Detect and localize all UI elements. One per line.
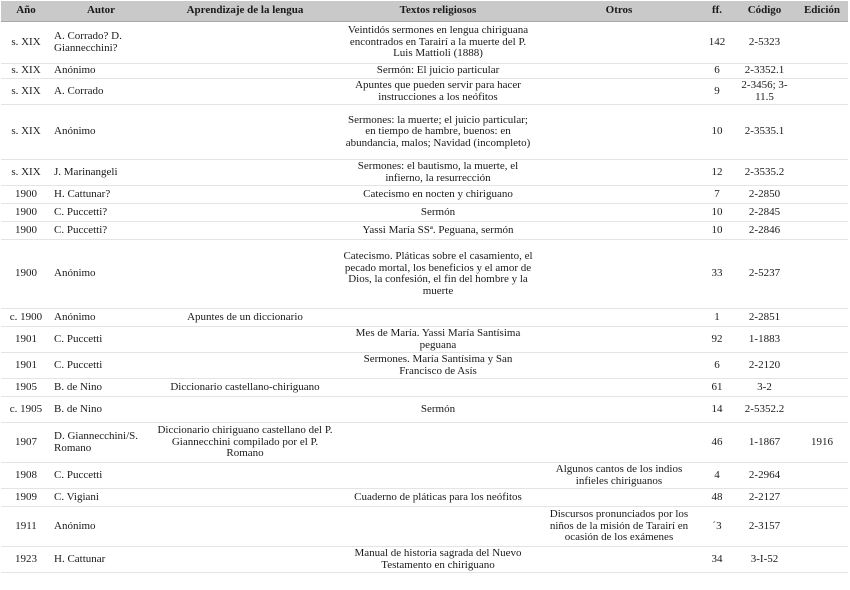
cell-author: A. Corrado [51,79,151,105]
cell-religious: Yassi María SSª. Peguana, sermón [339,222,537,240]
cell-religious: Catecismo. Pláticas sobre el casamiento, el pecado mortal, los beneficios y el amor de Dios, la confesión, el fin del hombre y la muerte [339,240,537,309]
cell-folios: 10 [701,105,733,160]
cell-religious: Sermones: la muerte; el juicio particular; en tiempo de hambre, buenos: en abundancia, malos; Navidad (incompleto) [339,105,537,160]
cell-others: Discursos pronunciados por los niños de la misión de Tarairí en ocasión de los exámenes [537,507,701,547]
table-row [1,309,848,327]
cell-year: 1901 [1,327,51,353]
cell-year: s. XIX [1,160,51,186]
table-row [1,353,848,379]
cell-folios: 33 [701,240,733,309]
cell-religious: Apuntes que pueden servir para hacer instrucciones a los neófitos [339,79,537,105]
cell-edition [796,79,848,105]
cell-learning [151,489,339,507]
cell-folios: 4 [701,463,733,489]
cell-year: s. XIX [1,79,51,105]
table-row [1,327,848,353]
cell-others [537,22,701,64]
cell-learning: Diccionario castellano-chiriguano [151,379,339,397]
table-row [1,186,848,204]
cell-religious [339,463,537,489]
cell-author: C. Puccetti [51,327,151,353]
cell-folios: 6 [701,64,733,79]
cell-religious: Mes de María. Yassi María Santísima peguana [339,327,537,353]
cell-edition [796,507,848,547]
cell-religious: Cuaderno de pláticas para los neófitos [339,489,537,507]
table-row [1,240,848,309]
cell-others [537,353,701,379]
cell-edition [796,309,848,327]
cell-edition [796,240,848,309]
cell-learning: Apuntes de un diccionario [151,309,339,327]
cell-folios: 92 [701,327,733,353]
cell-code: 2-5237 [733,240,796,309]
cell-folios: 9 [701,79,733,105]
cell-code: 1-1867 [733,423,796,463]
cell-edition [796,489,848,507]
cell-edition: 1916 [796,423,848,463]
cell-others [537,240,701,309]
cell-code: 2-2127 [733,489,796,507]
cell-folios: 34 [701,547,733,573]
table-row [1,397,848,423]
cell-folios: 14 [701,397,733,423]
cell-folios: 61 [701,379,733,397]
table-row [1,204,848,222]
cell-author: J. Marinangeli [51,160,151,186]
cell-year: 1907 [1,423,51,463]
cell-edition [796,397,848,423]
cell-author: C. Puccetti [51,353,151,379]
cell-edition [796,463,848,489]
cell-year: 1911 [1,507,51,547]
cell-code: 3-I-52 [733,547,796,573]
cell-edition [796,160,848,186]
header-folios: ff. [701,1,733,22]
cell-others [537,105,701,160]
cell-author: H. Cattunar [51,547,151,573]
cell-religious: Sermón [339,397,537,423]
cell-folios: 142 [701,22,733,64]
cell-others: Algunos cantos de los indios infieles chiriguanos [537,463,701,489]
table-row [1,463,848,489]
cell-learning [151,240,339,309]
cell-folios: 10 [701,222,733,240]
cell-author: C. Puccetti? [51,204,151,222]
cell-others [537,309,701,327]
cell-edition [796,64,848,79]
cell-learning [151,79,339,105]
cell-learning [151,327,339,353]
cell-folios: 46 [701,423,733,463]
cell-author: C. Puccetti [51,463,151,489]
cell-code: 2-2846 [733,222,796,240]
cell-learning [151,463,339,489]
cell-author: C. Puccetti? [51,222,151,240]
cell-religious [339,507,537,547]
header-author: Autor [51,1,151,22]
cell-author: Anónimo [51,105,151,160]
cell-learning [151,353,339,379]
cell-religious [339,423,537,463]
cell-code: 2-3535.2 [733,160,796,186]
cell-code: 2-5323 [733,22,796,64]
cell-learning [151,105,339,160]
cell-folios: ´3 [701,507,733,547]
cell-year: 1909 [1,489,51,507]
cell-code: 2-3456; 3-11.5 [733,79,796,105]
table-row [1,379,848,397]
header-code: Código [733,1,796,22]
cell-author: Anónimo [51,64,151,79]
cell-year: s. XIX [1,105,51,160]
cell-folios: 10 [701,204,733,222]
cell-learning [151,397,339,423]
table-row [1,105,848,160]
cell-edition [796,186,848,204]
cell-author: B. de Nino [51,397,151,423]
cell-year: 1900 [1,186,51,204]
cell-author: Anónimo [51,240,151,309]
cell-year: 1908 [1,463,51,489]
table-row [1,160,848,186]
cell-religious: Sermón [339,204,537,222]
cell-code: 3-2 [733,379,796,397]
header-year: Año [1,1,51,22]
cell-code: 2-2964 [733,463,796,489]
cell-religious [339,379,537,397]
table-row [1,64,848,79]
cell-code: 2-2851 [733,309,796,327]
cell-learning [151,507,339,547]
manuscripts-table [1,1,848,573]
cell-learning [151,204,339,222]
cell-year: s. XIX [1,64,51,79]
table-row [1,22,848,64]
cell-code: 2-2850 [733,186,796,204]
cell-others [537,160,701,186]
cell-religious: Catecismo en nocten y chiriguano [339,186,537,204]
cell-religious: Sermón: El juicio particular [339,64,537,79]
cell-learning [151,547,339,573]
cell-year: 1901 [1,353,51,379]
table-row [1,423,848,463]
cell-author: H. Cattunar? [51,186,151,204]
cell-others [537,489,701,507]
cell-others [537,79,701,105]
cell-code: 2-3352.1 [733,64,796,79]
table-row [1,547,848,573]
table-row [1,489,848,507]
cell-folios: 6 [701,353,733,379]
cell-year: 1900 [1,222,51,240]
cell-year: c. 1905 [1,397,51,423]
header-religious: Textos religiosos [339,1,537,22]
cell-year: s. XIX [1,22,51,64]
cell-folios: 48 [701,489,733,507]
cell-edition [796,379,848,397]
cell-year: 1900 [1,240,51,309]
table-row [1,79,848,105]
cell-code: 2-5352.2 [733,397,796,423]
cell-author: D. Giannecchini/S. Romano [51,423,151,463]
cell-folios: 1 [701,309,733,327]
cell-religious: Sermones. María Santísima y San Francisco de Asís [339,353,537,379]
cell-edition [796,327,848,353]
cell-learning [151,160,339,186]
table-row [1,222,848,240]
cell-year: 1905 [1,379,51,397]
cell-learning [151,22,339,64]
cell-year: 1900 [1,204,51,222]
cell-code: 2-3535.1 [733,105,796,160]
cell-others [537,327,701,353]
cell-learning [151,186,339,204]
cell-code: 2-3157 [733,507,796,547]
cell-edition [796,22,848,64]
header-row [1,1,848,22]
cell-learning [151,222,339,240]
cell-folios: 12 [701,160,733,186]
cell-author: Anónimo [51,507,151,547]
cell-edition [796,204,848,222]
cell-others [537,222,701,240]
cell-others [537,64,701,79]
table-row [1,507,848,547]
cell-others [537,204,701,222]
cell-religious: Sermones: el bautismo, la muerte, el infierno, la resurrección [339,160,537,186]
cell-religious [339,309,537,327]
header-edition: Edición [796,1,848,22]
cell-edition [796,353,848,379]
cell-author: C. Vigiani [51,489,151,507]
cell-others [537,186,701,204]
cell-learning [151,64,339,79]
cell-code: 2-2845 [733,204,796,222]
header-others: Otros [537,1,701,22]
cell-year: c. 1900 [1,309,51,327]
cell-edition [796,222,848,240]
cell-others [537,547,701,573]
cell-author: A. Corrado? D. Giannecchini? [51,22,151,64]
cell-author: Anónimo [51,309,151,327]
cell-others [537,397,701,423]
header-learning: Aprendizaje de la lengua [151,1,339,22]
cell-edition [796,547,848,573]
cell-author: B. de Nino [51,379,151,397]
cell-code: 1-1883 [733,327,796,353]
cell-code: 2-2120 [733,353,796,379]
cell-learning: Diccionario chiriguano castellano del P. Giannecchini compilado por el P. Romano [151,423,339,463]
cell-edition [796,105,848,160]
cell-year: 1923 [1,547,51,573]
cell-religious: Manual de historia sagrada del Nuevo Testamento en chiriguano [339,547,537,573]
cell-others [537,423,701,463]
cell-folios: 7 [701,186,733,204]
cell-others [537,379,701,397]
cell-religious: Veintidós sermones en lengua chiriguana encontrados en Tarairí a la muerte del P. Luis Mattioli (1888) [339,22,537,64]
